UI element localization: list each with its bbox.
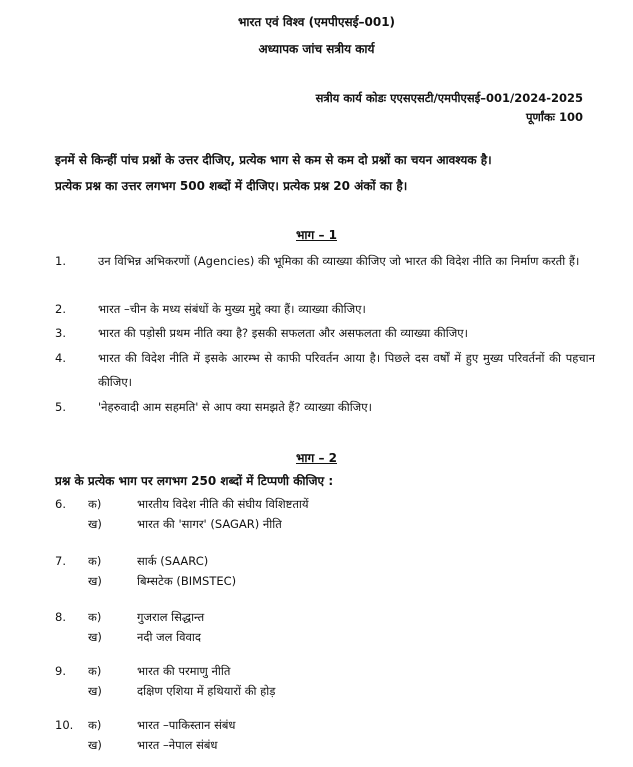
question-number: 5. bbox=[55, 400, 66, 414]
sub-mark-a: क) bbox=[88, 497, 102, 511]
question-number: 2. bbox=[55, 302, 66, 316]
assignment-title: अध्यापक जांच सत्रीय कार्य bbox=[258, 42, 375, 56]
sub-mark-b: ख) bbox=[88, 574, 102, 588]
part2-heading: भाग – 2 bbox=[295, 451, 337, 465]
question-number: 10. bbox=[55, 718, 74, 732]
question-7 bbox=[55, 551, 595, 591]
instructions-line-1: इनमें से किन्हीं पांच प्रश्नों के उत्तर दीजिए, प्रत्येक भाग से कम से कम दो प्रश्नों का चयन आवश्यक है। bbox=[55, 153, 492, 167]
question-number: 9. bbox=[55, 664, 66, 678]
question-text: 'नेहरुवादी आम सहमति' से आप क्या समझते हैं? व्याख्या कीजिए। bbox=[98, 400, 372, 414]
sub-text-b: नदी जल विवाद bbox=[137, 630, 201, 644]
question-3 bbox=[55, 321, 595, 345]
part1-heading: भाग – 1 bbox=[295, 228, 337, 242]
question-number: 7. bbox=[55, 554, 66, 568]
sub-mark-a: क) bbox=[88, 664, 102, 678]
instructions-line-2: प्रत्येक प्रश्न का उत्तर लगभग 500 शब्दों में दीजिए। प्रत्येक प्रश्न 20 अंकों का है। bbox=[55, 179, 408, 193]
question-text: भारत की पड़ोसी प्रथम नीति क्या है? इसकी सफलता और असफलता की व्याख्या कीजिए। bbox=[98, 326, 468, 340]
question-6 bbox=[55, 494, 595, 534]
sub-mark-b: ख) bbox=[88, 684, 102, 698]
sub-text-a: भारतीय विदेश नीति की संघीय विशिष्टतायें bbox=[137, 497, 309, 511]
course-title: भारत एवं विश्व (एमपीएसई–001) bbox=[237, 15, 396, 29]
sub-text-b: भारत की 'सागर' (SAGAR) नीति bbox=[137, 517, 282, 531]
sub-mark-a: क) bbox=[88, 554, 102, 568]
sub-text-b: भारत –नेपाल संबंध bbox=[137, 738, 218, 752]
question-number: 1. bbox=[55, 254, 66, 268]
question-10 bbox=[55, 715, 595, 755]
sub-text-a: सार्क (SAARC) bbox=[137, 554, 209, 568]
question-number: 3. bbox=[55, 326, 66, 340]
sub-mark-b: ख) bbox=[88, 738, 102, 752]
sub-mark-b: ख) bbox=[88, 630, 102, 644]
assignment-code: सत्रीय कार्य कोडः एएसएसटी/एमपीएसई–001/2024-2025 bbox=[315, 91, 583, 105]
question-number: 8. bbox=[55, 610, 66, 624]
question-text: उन विभिन्न अभिकरणों (Agencies) की भूमिका की व्याख्या कीजिए जो भारत की विदेश नीति का निर्माण करती हैं। bbox=[98, 254, 580, 268]
question-1 bbox=[55, 249, 595, 273]
sub-text-a: भारत की परमाणु नीति bbox=[137, 664, 231, 678]
sub-mark-a: क) bbox=[88, 610, 102, 624]
max-marks: पूर्णांकः 100 bbox=[526, 110, 583, 124]
part2-note: प्रश्न के प्रत्येक भाग पर लगभग 250 शब्दों में टिप्पणी कीजिए : bbox=[55, 474, 334, 488]
question-text: भारत की विदेश नीति में इसके आरम्भ से काफी परिवर्तन आया है। पिछले दस वर्षों में हुए मुख्य परिवर्तनों की पहचान कीजिए। bbox=[98, 351, 595, 389]
question-9 bbox=[55, 661, 595, 701]
question-4 bbox=[55, 346, 595, 394]
sub-mark-b: ख) bbox=[88, 517, 102, 531]
sub-text-b: दक्षिण एशिया में हथियारों की होड़ bbox=[137, 684, 276, 698]
question-8 bbox=[55, 607, 595, 647]
sub-text-a: गुजराल सिद्धान्त bbox=[137, 610, 205, 624]
sub-text-a: भारत –पाकिस्तान संबंध bbox=[137, 718, 236, 732]
question-number: 6. bbox=[55, 497, 66, 511]
question-number: 4. bbox=[55, 351, 66, 365]
question-5 bbox=[55, 395, 595, 419]
question-2 bbox=[55, 297, 595, 321]
sub-text-b: बिम्सटेक (BIMSTEC) bbox=[137, 574, 237, 588]
sub-mark-a: क) bbox=[88, 718, 102, 732]
question-text: भारत –चीन के मध्य संबंधों के मुख्य मुद्दे क्या हैं। व्याख्या कीजिए। bbox=[98, 302, 366, 316]
